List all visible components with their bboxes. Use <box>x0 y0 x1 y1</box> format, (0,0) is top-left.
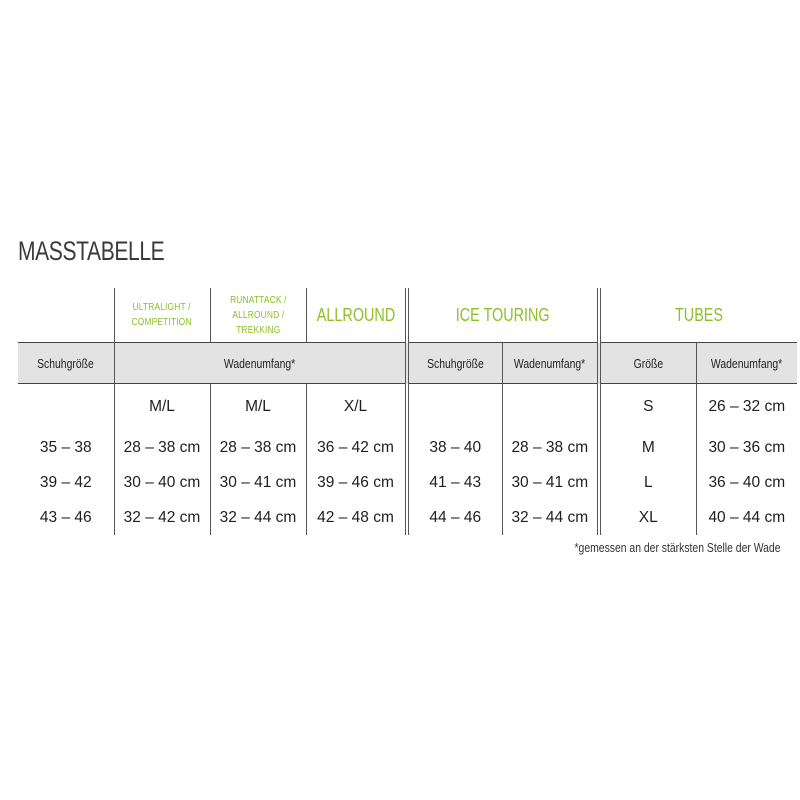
table-cell: 32 – 44 cm <box>503 500 599 535</box>
table-cell: M <box>599 430 697 465</box>
group-allround: ALLROUND <box>306 288 407 343</box>
column-header-row <box>18 343 797 384</box>
table-cell <box>18 384 114 431</box>
header-ice-wadenumfang: Wadenumfang* <box>503 343 599 384</box>
table-cell <box>503 384 599 431</box>
table-cell: 28 – 38 cm <box>503 430 599 465</box>
group-tubes: TUBES <box>674 304 723 325</box>
table-cell: 36 – 40 cm <box>708 473 786 491</box>
table-cell: 44 – 46 <box>407 500 503 535</box>
header-tubes-wadenumfang: Wadenumfang* <box>697 343 797 384</box>
table-cell: 28 – 38 cm <box>210 430 306 465</box>
table-row <box>18 500 797 535</box>
table-cell: 40 – 44 cm <box>708 508 786 526</box>
table-cell: 36 – 42 cm <box>306 430 407 465</box>
size-table <box>18 288 797 535</box>
group-runattack: RUNATTACK / ALLROUND / TREKKING <box>210 288 306 343</box>
table-cell: 32 – 42 cm <box>114 500 210 535</box>
table-cell: M/L <box>114 384 210 431</box>
header-tubes-groesse: Größe <box>599 343 697 384</box>
header-ice-schuhgroesse: Schuhgröße <box>407 343 503 384</box>
table-cell: 30 – 36 cm <box>708 438 786 456</box>
table-cell <box>407 384 503 431</box>
table-cell: 39 – 42 <box>18 465 114 500</box>
table-cell: L <box>599 465 697 500</box>
table-cell: 30 – 41 cm <box>503 465 599 500</box>
table-cell: 41 – 43 <box>407 465 503 500</box>
table-cell: 26 – 32 cm <box>708 398 786 415</box>
table-cell: 32 – 44 cm <box>210 500 306 535</box>
table-cell: S <box>599 384 697 431</box>
table-cell: 35 – 38 <box>18 430 114 465</box>
table-cell: M/L <box>210 384 306 431</box>
empty-header-cell <box>18 288 114 343</box>
table-cell: XL <box>599 500 697 535</box>
group-ice-touring: ICE TOURING <box>407 288 599 343</box>
table-cell: 38 – 40 <box>407 430 503 465</box>
table-row <box>18 430 797 465</box>
table-cell: 42 – 48 cm <box>306 500 407 535</box>
table-row <box>18 465 797 500</box>
table-cell: 39 – 46 cm <box>306 465 407 500</box>
footnote: *gemessen an der stärksten Stelle der Wade <box>574 540 780 555</box>
table-cell: 43 – 46 <box>18 500 114 535</box>
group-header-row <box>18 288 797 343</box>
header-schuhgroesse: Schuhgröße <box>18 343 114 384</box>
table-row <box>18 384 797 431</box>
table-cell: X/L <box>306 384 407 431</box>
table-cell: 30 – 40 cm <box>114 465 210 500</box>
table-cell: 28 – 38 cm <box>114 430 210 465</box>
table-cell: 30 – 41 cm <box>210 465 306 500</box>
header-wadenumfang: Wadenumfang* <box>114 343 407 384</box>
group-ultralight: ULTRALIGHT / COMPETITION <box>114 288 210 343</box>
page-title: MASSTABELLE <box>18 236 165 266</box>
